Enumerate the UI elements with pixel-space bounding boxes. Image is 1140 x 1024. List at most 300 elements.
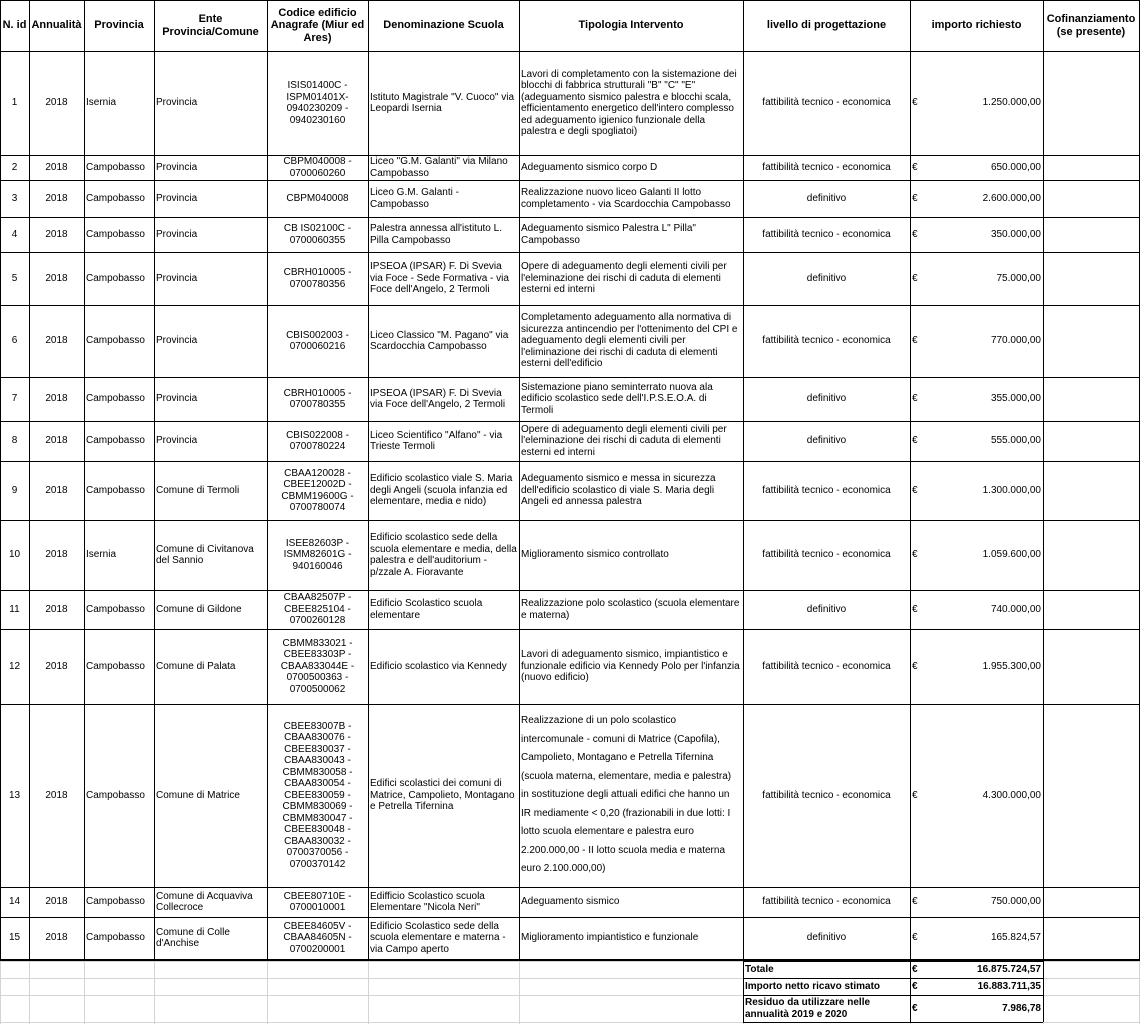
cell-importo[interactable] (910, 461, 1043, 520)
total-label (743, 978, 910, 995)
cell-nid[interactable] (0, 590, 29, 629)
cell-livello[interactable] (743, 887, 910, 917)
cell-importo[interactable] (910, 887, 1043, 917)
cell-tipo[interactable] (519, 704, 743, 887)
cell-nid[interactable] (0, 51, 29, 155)
cell-cofin[interactable] (1043, 51, 1139, 155)
cell-denom[interactable] (368, 155, 519, 180)
header-codice (267, 0, 368, 51)
cell-denom[interactable] (368, 704, 519, 887)
currency-symbol: € (912, 161, 918, 173)
cell-prov[interactable] (84, 217, 154, 252)
cell-cofin[interactable] (1043, 590, 1139, 629)
cell-tipo[interactable] (519, 520, 743, 590)
cell-livello[interactable] (743, 155, 910, 180)
cell-denom[interactable] (368, 252, 519, 305)
cell-nid[interactable] (0, 377, 29, 421)
cell-tipo[interactable] (519, 629, 743, 704)
cell-tipo-text: Lavori di adeguamento sismico, impiantistico e funzionale edificio via Kennedy Polo per l'infanzia (nuovo edificio) (521, 649, 740, 684)
cell-ente[interactable] (154, 461, 267, 520)
gridline (519, 959, 520, 1024)
amount (912, 661, 1041, 673)
cell-ente[interactable] (154, 887, 267, 917)
cell-prov[interactable] (84, 461, 154, 520)
cell-cofin[interactable] (1043, 704, 1139, 887)
row-border (0, 461, 1140, 462)
cell-anno[interactable] (29, 629, 84, 704)
cell-codice[interactable] (267, 217, 368, 252)
cell-cofin[interactable] (1043, 461, 1139, 520)
column-border (29, 0, 30, 959)
currency-symbol: € (912, 335, 918, 347)
total-amount[interactable] (910, 995, 1043, 1022)
cell-ente[interactable] (154, 305, 267, 377)
cell-nid[interactable] (0, 421, 29, 461)
cell-codice[interactable] (267, 590, 368, 629)
column-border (84, 0, 85, 959)
cell-codice-text: CBIS022008 - 0700780224 (286, 429, 349, 452)
cell-denom-text: Palestra annessa all'istituto L. Pilla Campobasso (370, 223, 502, 246)
cell-ente[interactable] (154, 180, 267, 217)
cell-prov-text: Campobasso (86, 335, 145, 347)
cell-prov[interactable] (84, 421, 154, 461)
cell-ente-text: Provincia (156, 228, 198, 240)
cell-importo[interactable] (910, 590, 1043, 629)
cell-prov[interactable] (84, 520, 154, 590)
cell-livello[interactable] (743, 377, 910, 421)
cell-anno[interactable] (29, 421, 84, 461)
cell-denom[interactable] (368, 421, 519, 461)
cell-denom[interactable] (368, 51, 519, 155)
cell-cofin[interactable] (1043, 180, 1139, 217)
cell-nid[interactable] (0, 155, 29, 180)
cell-prov[interactable] (84, 917, 154, 959)
cell-tipo-text: Sistemazione piano seminterrato nuova ala edificio scolastico sede dell'I.P.S.E.O.A. di Termoli (521, 381, 713, 416)
currency-symbol: € (912, 660, 918, 672)
currency-symbol: € (912, 97, 918, 109)
header-ente (154, 0, 267, 51)
cell-importo[interactable] (910, 180, 1043, 217)
cell-ente-text: Provincia (156, 192, 198, 204)
cell-livello-text: fattibilità tecnico - economica (762, 896, 891, 908)
cell-tipo[interactable] (519, 155, 743, 180)
cell-importo[interactable] (910, 155, 1043, 180)
amount-value: 75.000,00 (996, 272, 1041, 284)
total-label-text: Residuo da utilizzare nelle annualità 2019 e 2020 (745, 997, 871, 1020)
cell-importo[interactable] (910, 704, 1043, 887)
cell-prov[interactable] (84, 252, 154, 305)
amount (912, 435, 1041, 447)
amount (912, 335, 1041, 347)
cell-nid[interactable] (0, 461, 29, 520)
cell-nid-text: 1 (11, 97, 18, 109)
total-label-text: Importo netto ricavo stimato (745, 980, 881, 992)
header-tipo-text: Tipologia Intervento (578, 19, 684, 32)
row-border (0, 520, 1140, 521)
cell-ente[interactable] (154, 155, 267, 180)
cell-denom[interactable] (368, 590, 519, 629)
total-label (743, 995, 910, 1022)
cell-livello[interactable] (743, 180, 910, 217)
cell-denom[interactable] (368, 217, 519, 252)
cell-denom[interactable] (368, 629, 519, 704)
cell-livello-text: fattibilità tecnico - economica (762, 97, 891, 109)
amount (912, 273, 1041, 285)
cell-nid[interactable] (0, 252, 29, 305)
gridline (154, 959, 155, 1024)
cell-livello-text: definitivo (806, 192, 847, 204)
cell-prov-text: Isernia (86, 549, 117, 561)
cell-nid[interactable] (0, 917, 29, 959)
column-border (910, 0, 911, 959)
cell-prov[interactable] (84, 887, 154, 917)
cell-tipo-text: Adeguamento sismico (521, 896, 620, 908)
cell-denom-text: Edificio scolastico sede della scuola elementare e media, della palestra e dell'auditorium - p/zzale A. Fioravante (370, 532, 517, 578)
cell-codice-text: CBIS002003 - 0700060216 (286, 329, 349, 352)
currency-symbol: € (912, 1002, 918, 1014)
cell-livello[interactable] (743, 590, 910, 629)
cell-cofin[interactable] (1043, 421, 1139, 461)
cell-livello[interactable] (743, 51, 910, 155)
currency-symbol: € (912, 549, 918, 561)
cell-tipo-text: Miglioramento impiantistico e funzionale (521, 932, 699, 944)
currency-symbol: € (912, 789, 918, 801)
cell-denom-text: Liceo G.M. Galanti - Campobasso (370, 187, 459, 210)
cell-ente[interactable] (154, 217, 267, 252)
cell-denom-text: IPSEOA (IPSAR) F. Di Svevia via Foce dell'Angelo, 2 Termoli (370, 387, 506, 410)
cell-codice-text: CBMM833021 - CBEE83303P - CBAA833044E - 0700500363 - 0700500062 (280, 637, 355, 695)
total-border (910, 961, 911, 1022)
cell-importo[interactable] (910, 252, 1043, 305)
amount-value: 4.300.000,00 (982, 789, 1041, 801)
cell-codice-text: CBEE83007B - CBAA830076 - CBEE830037 - CBAA830043 - CBMM830058 - CBAA830054 - CBEE830059 - CBMM830069 - CBMM830047 - CBEE830048 - CBAA830032 - 0700370056 - 0700370142 (282, 720, 353, 870)
cell-codice[interactable] (267, 155, 368, 180)
cell-nid[interactable] (0, 217, 29, 252)
cell-prov-text: Campobasso (86, 435, 145, 447)
cell-cofin[interactable] (1043, 252, 1139, 305)
amount (912, 97, 1041, 109)
cell-prov-text: Campobasso (86, 161, 145, 173)
cell-denom-text: Edificio scolastico via Kennedy (370, 660, 507, 672)
cell-livello[interactable] (743, 305, 910, 377)
cell-tipo[interactable] (519, 305, 743, 377)
currency-symbol: € (912, 980, 918, 992)
cell-livello-text: fattibilità tecnico - economica (762, 161, 891, 173)
total-border (743, 978, 1043, 979)
cell-livello[interactable] (743, 217, 910, 252)
amount-value: 16.875.724,57 (977, 963, 1041, 975)
cell-codice[interactable] (267, 461, 368, 520)
column-border (368, 0, 369, 959)
column-border (0, 0, 1, 959)
cell-denom-text: IPSEOA (IPSAR) F. Di Svevia via Foce - Sede Formativa - via Foce dell'Angelo, 2 Termoli (370, 261, 509, 296)
cell-anno[interactable] (29, 155, 84, 180)
cell-livello[interactable] (743, 704, 910, 887)
cell-nid-text: 15 (8, 932, 21, 944)
amount-value: 750.000,00 (990, 896, 1041, 908)
cell-tipo-text: Opere di adeguamento degli elementi civili per l'eleminazione dei rischi di caduta di elementi esterni ed interni (521, 261, 727, 296)
cell-anno[interactable] (29, 51, 84, 155)
cell-anno[interactable] (29, 377, 84, 421)
total-amount[interactable] (910, 978, 1043, 995)
cell-nid-text: 11 (9, 603, 20, 615)
cell-tipo[interactable] (519, 887, 743, 917)
cell-cofin[interactable] (1043, 520, 1139, 590)
cell-tipo[interactable] (519, 377, 743, 421)
cell-codice-text: ISIS01400C - ISPM01401X- 0940230209 - 0940230160 (286, 80, 349, 126)
cell-anno[interactable] (29, 590, 84, 629)
cell-tipo-text: Lavori di completamento con la sistemazione dei blocchi di fabbrica strutturali "B" "C" "E"(adeguamento sismico palestra e blocchi scala, efficientamento energetico dell'intero complesso ed adeguamento igienico funzionale della palestra e degli spogliatoi) (521, 68, 737, 137)
amount (912, 549, 1041, 561)
cell-nid-text: 6 (11, 335, 18, 347)
cell-anno[interactable] (29, 461, 84, 520)
total-amount[interactable] (910, 961, 1043, 978)
cell-anno-text: 2018 (45, 549, 68, 561)
cell-denom[interactable] (368, 461, 519, 520)
cell-anno[interactable] (29, 252, 84, 305)
row-border (0, 887, 1140, 888)
cell-anno-text: 2018 (45, 393, 68, 405)
header-livello (743, 0, 910, 51)
cell-cofin[interactable] (1043, 887, 1139, 917)
cell-anno[interactable] (29, 917, 84, 959)
cell-tipo[interactable] (519, 590, 743, 629)
cell-codice-text: CB IS02100C - 0700060355 (283, 223, 352, 246)
column-border (1043, 0, 1044, 959)
cell-importo[interactable] (910, 917, 1043, 959)
cell-codice-text: CBEE80710E - 0700010001 (283, 890, 352, 913)
cell-nid-text: 7 (11, 393, 18, 405)
cell-importo[interactable] (910, 421, 1043, 461)
cell-livello[interactable] (743, 421, 910, 461)
cell-anno-text: 2018 (45, 161, 68, 173)
cell-ente[interactable] (154, 590, 267, 629)
cell-codice[interactable] (267, 252, 368, 305)
cell-denom[interactable] (368, 887, 519, 917)
cell-tipo[interactable] (519, 51, 743, 155)
cell-tipo[interactable] (519, 217, 743, 252)
cell-anno-text: 2018 (45, 660, 68, 672)
cell-denom-text: Edifici scolastici dei comuni di Matrice, Campolieto, Montagano e Petrella Tifernina (370, 778, 515, 813)
cell-livello-text: definitivo (806, 603, 847, 615)
cell-codice[interactable] (267, 704, 368, 887)
amount (912, 790, 1041, 802)
cell-anno[interactable] (29, 217, 84, 252)
cell-livello[interactable] (743, 917, 910, 959)
cell-cofin[interactable] (1043, 629, 1139, 704)
cell-cofin[interactable] (1043, 305, 1139, 377)
cell-prov[interactable] (84, 629, 154, 704)
cell-ente[interactable] (154, 421, 267, 461)
cell-tipo-text: Completamento adeguamento alla normativa di sicurezza antincendio per l'ottenimento del CPI e adeguamento degli elementi civili per l'eliminazione dei rischi di caduta di elementi esterni dell'edificio (521, 312, 738, 370)
cell-codice-text: CBRH010005 - 0700780355 (283, 387, 352, 410)
amount-value: 1.955.300,00 (982, 660, 1041, 672)
header-denom-text: Denominazione Scuola (383, 19, 504, 32)
row-border (0, 305, 1140, 306)
row-border (0, 917, 1140, 918)
cell-prov[interactable] (84, 704, 154, 887)
cell-livello-text: definitivo (806, 932, 847, 944)
total-border (743, 1022, 1043, 1023)
cell-tipo[interactable] (519, 917, 743, 959)
cell-codice-text: CBEE84605V - CBAA84605N - 0700200001 (283, 920, 352, 955)
cell-nid-text: 13 (8, 789, 21, 801)
cell-denom[interactable] (368, 305, 519, 377)
cell-prov-text: Campobasso (86, 228, 145, 240)
cell-nid-text: 2 (11, 161, 18, 173)
cell-denom[interactable] (368, 917, 519, 959)
amount (912, 162, 1041, 174)
currency-symbol: € (912, 603, 918, 615)
cell-ente[interactable] (154, 629, 267, 704)
cell-ente[interactable] (154, 704, 267, 887)
cell-importo[interactable] (910, 377, 1043, 421)
cell-denom-text: Liceo Scientifico "Alfano" - via Trieste Termoli (370, 429, 503, 452)
cell-ente[interactable] (154, 520, 267, 590)
cell-cofin[interactable] (1043, 917, 1139, 959)
cell-anno-text: 2018 (45, 435, 68, 447)
cell-nid-text: 4 (11, 228, 18, 240)
cell-ente[interactable] (154, 917, 267, 959)
row-border (0, 217, 1140, 218)
cell-anno-text: 2018 (45, 603, 68, 615)
cell-prov-text: Campobasso (86, 603, 145, 615)
cell-prov[interactable] (84, 377, 154, 421)
cell-importo[interactable] (910, 51, 1043, 155)
cell-tipo-text: Realizzazione di un polo scolastico intercomunale - comuni di Matrice (Capofila), Campolieto, Montagano e Petrella Tifernina (scuola materna, elementare, media e palestra) in sostituzione degli attuali edifici che hanno un IR mediamente < 0,20 (frazionabili in due lotti: I lotto scuola elementare e palestra euro 2.200.000,00 - II lotto scuola media e materna euro 2.100.000,00) (521, 715, 732, 875)
cell-importo[interactable] (910, 305, 1043, 377)
cell-livello[interactable] (743, 252, 910, 305)
cell-nid-text: 5 (11, 272, 18, 284)
cell-nid[interactable] (0, 704, 29, 887)
cell-nid-text: 3 (11, 192, 18, 204)
cell-anno[interactable] (29, 887, 84, 917)
cell-ente-text: Provincia (156, 335, 198, 347)
cell-livello-text: fattibilità tecnico - economica (762, 660, 891, 672)
currency-symbol: € (912, 272, 918, 284)
cell-importo[interactable] (910, 629, 1043, 704)
cell-importo[interactable] (910, 217, 1043, 252)
cell-ente[interactable] (154, 377, 267, 421)
cell-prov-text: Campobasso (86, 932, 145, 944)
cell-nid[interactable] (0, 520, 29, 590)
cell-livello[interactable] (743, 629, 910, 704)
cell-tipo-text: Adeguamento sismico e messa in sicurezza dell'edificio scolastico di viale S. Maria degli Angeli ed annessa palestra (521, 473, 716, 508)
cell-importo[interactable] (910, 520, 1043, 590)
currency-symbol: € (912, 192, 918, 204)
cell-ente[interactable] (154, 252, 267, 305)
cell-ente-text: Comune di Matrice (156, 789, 240, 801)
cell-tipo[interactable] (519, 180, 743, 217)
amount-value: 770.000,00 (990, 335, 1041, 347)
header-cofin (1043, 0, 1139, 51)
total-border (743, 995, 1043, 996)
header-importo (910, 0, 1043, 51)
cell-prov[interactable] (84, 305, 154, 377)
cell-prov-text: Campobasso (86, 789, 145, 801)
cell-codice-text: CBAA82507P - CBEE825104 - 0700260128 (283, 592, 352, 627)
cell-codice[interactable] (267, 377, 368, 421)
cell-livello[interactable] (743, 461, 910, 520)
cell-tipo[interactable] (519, 252, 743, 305)
cell-ente-text: Comune di Termoli (156, 484, 240, 496)
currency-symbol: € (912, 896, 918, 908)
cell-denom[interactable] (368, 520, 519, 590)
cell-codice[interactable] (267, 887, 368, 917)
amount (912, 229, 1041, 241)
cell-tipo-text: Miglioramento sismico controllato (521, 549, 669, 561)
cell-ente-text: Provincia (156, 272, 198, 284)
cell-anno[interactable] (29, 704, 84, 887)
cell-anno-text: 2018 (45, 97, 68, 109)
header-prov (84, 0, 154, 51)
cell-nid[interactable] (0, 629, 29, 704)
cell-livello[interactable] (743, 520, 910, 590)
cell-ente-text: Comune di Colle d'Anchise (156, 926, 230, 949)
row-border (0, 590, 1140, 591)
amount (912, 964, 1041, 976)
amount-value: 7.986,78 (1002, 1002, 1041, 1014)
gridline (0, 959, 1, 1024)
cell-codice[interactable] (267, 180, 368, 217)
cell-prov-text: Campobasso (86, 896, 145, 908)
cell-prov[interactable] (84, 180, 154, 217)
cell-ente[interactable] (154, 51, 267, 155)
row-border (0, 51, 1140, 52)
cell-denom[interactable] (368, 180, 519, 217)
cell-cofin[interactable] (1043, 155, 1139, 180)
header-anno (29, 0, 84, 51)
cell-anno[interactable] (29, 180, 84, 217)
cell-codice[interactable] (267, 421, 368, 461)
cell-anno-text: 2018 (45, 896, 68, 908)
amount-value: 740.000,00 (990, 603, 1041, 615)
cell-nid[interactable] (0, 305, 29, 377)
cell-cofin[interactable] (1043, 377, 1139, 421)
currency-symbol: € (912, 228, 918, 240)
cell-nid[interactable] (0, 887, 29, 917)
header-nid (0, 0, 29, 51)
cell-codice[interactable] (267, 520, 368, 590)
amount-value: 555.000,00 (990, 435, 1041, 447)
cell-prov-text: Campobasso (86, 192, 145, 204)
cell-codice[interactable] (267, 629, 368, 704)
cell-prov[interactable] (84, 51, 154, 155)
cell-anno[interactable] (29, 520, 84, 590)
cell-nid[interactable] (0, 180, 29, 217)
cell-tipo[interactable] (519, 421, 743, 461)
cell-prov[interactable] (84, 590, 154, 629)
cell-tipo[interactable] (519, 461, 743, 520)
cell-codice[interactable] (267, 51, 368, 155)
cell-tipo-text: Adeguamento sismico corpo D (521, 161, 658, 173)
cell-codice[interactable] (267, 917, 368, 959)
cell-prov[interactable] (84, 155, 154, 180)
gridline (84, 959, 85, 1024)
cell-ente-text: Provincia (156, 161, 198, 173)
amount-value: 355.000,00 (990, 393, 1041, 405)
cell-anno[interactable] (29, 305, 84, 377)
cell-tipo-text: Opere di adeguamento degli elementi civili per l'eleminazione dei rischi di caduta di elementi esterni ed interni (521, 423, 727, 458)
column-border (267, 0, 268, 959)
cell-cofin[interactable] (1043, 217, 1139, 252)
header-nid-text: N. id (2, 19, 27, 32)
amount-value: 2.600.000,00 (982, 192, 1041, 204)
row-border (0, 421, 1140, 422)
cell-denom[interactable] (368, 377, 519, 421)
cell-codice[interactable] (267, 305, 368, 377)
cell-tipo-text: Realizzazione nuovo liceo Galanti II lotto completamento - via Scardocchia Campobasso (521, 187, 731, 210)
